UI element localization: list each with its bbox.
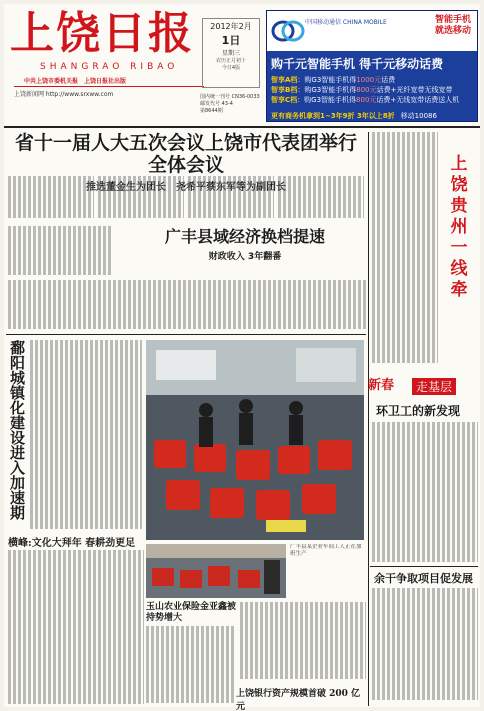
pub-line: 邮发代号 43-4	[200, 101, 233, 107]
lead-body-col2	[98, 176, 184, 222]
masthead	[4, 4, 480, 122]
guangfeng-story-head[interactable]	[116, 224, 374, 262]
website-line: 上饶新闻网 http://www.srxww.com	[14, 86, 204, 98]
right-section-divider	[370, 566, 478, 567]
masthead-divider	[4, 126, 480, 128]
lead-subhead: 推选董金生为团长 尧希平蔡东军等为副团长	[86, 182, 286, 193]
newspaper-logo: 上饶日报	[10, 8, 194, 59]
guangfeng-subhead: 财政收入 3年翻番	[208, 252, 282, 262]
guizhou-vertical-headline[interactable]: 上 饶 贵 州 一 线 牵	[450, 154, 468, 300]
lead-body-col1	[8, 176, 94, 222]
newspaper-page	[4, 4, 480, 711]
date-year-month: 2012年2月	[210, 22, 252, 31]
date-box	[202, 18, 260, 88]
china-mobile-ad[interactable]	[266, 10, 478, 122]
pub-line: 第8644期	[200, 108, 223, 114]
sanitation-headline[interactable]: 环卫工的新发现	[376, 404, 461, 418]
hengfeng-body	[8, 550, 144, 704]
section-divider	[6, 334, 366, 335]
yushan-body	[146, 626, 236, 704]
factory-scene-image	[146, 340, 364, 540]
publisher-line: 中共上饶市委机关报 上饶日报社出版	[24, 78, 127, 85]
publication-info	[200, 94, 260, 115]
date-day: 1日	[221, 34, 241, 47]
factory-photo	[146, 340, 364, 540]
yushan-headline[interactable]: 玉山农业保险金亚鑫被持势增大	[146, 602, 237, 623]
lunar-date: 农历正月初十	[215, 58, 246, 64]
ad-header	[267, 11, 477, 51]
right-column-divider	[368, 132, 369, 706]
guizhou-body	[372, 132, 438, 368]
sanitation-body	[372, 422, 478, 562]
ad-plan-row: 智享C档：购G3智能手机得800元话费+无线宽带话费送人机	[271, 96, 460, 104]
ad-slogan: 智能手机 就选移动	[434, 15, 471, 36]
main-photo-caption: 广丰县某企业车间工人正在加班生产	[290, 544, 362, 557]
weekday: 星期三	[221, 50, 240, 57]
workshop-scene-image	[146, 544, 286, 598]
poyang-body	[30, 340, 142, 530]
workshop-photo	[146, 544, 286, 598]
yugan-headline[interactable]: 余干争取项目促发展	[374, 572, 473, 585]
bank-body	[240, 602, 366, 682]
ad-plan-row: 智享A档：购G3智能手机得1000元话费	[271, 76, 396, 84]
lead-body-col4	[278, 176, 364, 222]
lead-body-col3	[188, 176, 274, 222]
lead-headline: 省十一届人大五次会议上饶市代表团举行全体会议	[14, 132, 357, 176]
bank-headline[interactable]: 上饶银行资产规模首破 200 亿元	[236, 689, 361, 711]
yugan-body	[372, 588, 478, 704]
ad-footer: 更有商务机拿到1~3年9折 3年以上8折 移动10086	[271, 112, 437, 120]
ad-plan-list	[271, 75, 475, 105]
section-tag-new-spring: 新春 走基层	[368, 374, 476, 400]
poyang-headline[interactable]: 鄱阳城镇化建设进入加速期	[8, 340, 26, 520]
logo-pinyin: SHANGRAO RIBAO	[40, 62, 179, 72]
hengfeng-headline[interactable]: 横峰:文化大拜年 春耕劲更足	[8, 538, 136, 549]
guangfeng-headline: 广丰县域经济换档提速	[164, 227, 325, 246]
ad-plan-row: 智享B档：购G3智能手机得800元话费+光纤宽带无线宽带	[271, 86, 453, 94]
guangfeng-intro-left	[8, 226, 112, 278]
china-mobile-logo-icon	[271, 17, 305, 45]
page-count: 今日4版	[221, 65, 241, 71]
ad-title: 购千元智能手机 得千元移动话费	[271, 57, 444, 71]
ad-brand: 中国移动通信 CHINA MOBILE	[305, 19, 387, 26]
pub-line: 国内统一刊号 CN36-0033	[200, 94, 260, 100]
guangfeng-body	[8, 280, 366, 330]
